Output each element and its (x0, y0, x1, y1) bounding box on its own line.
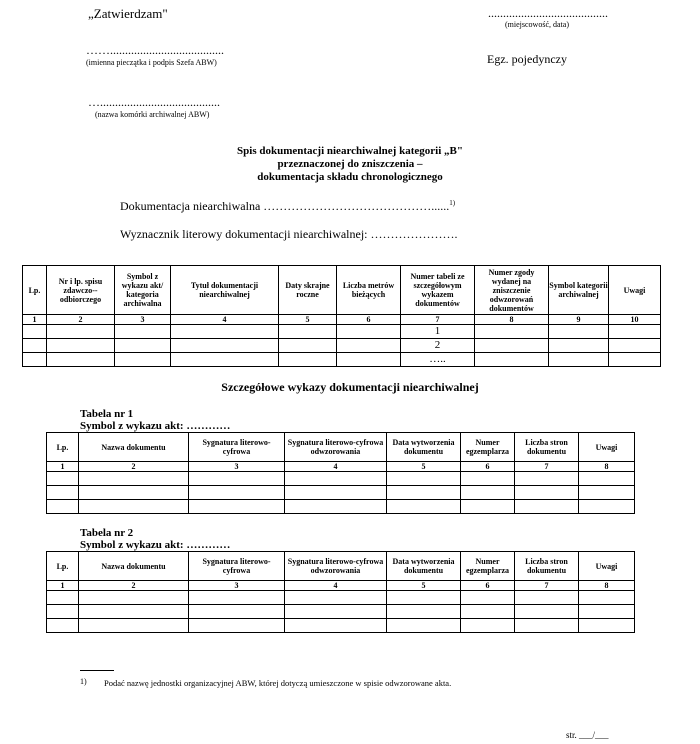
main-table (22, 265, 661, 367)
detail-header-cell: Sygnatura literowo-cyfrowa (189, 552, 285, 581)
column-number: 3 (189, 462, 285, 472)
detail-header-cell: Numer egzemplarza (461, 552, 515, 581)
detail-header-cell: Nazwa dokumentu (79, 552, 189, 581)
column-number: 7 (401, 315, 475, 325)
detail-header-cell: Data wytworzenia dokumentu (387, 552, 461, 581)
column-number: 10 (609, 315, 661, 325)
footnote-rule (80, 670, 114, 671)
place-date-line: ........................................ (488, 6, 608, 20)
column-number: 4 (171, 315, 279, 325)
table-1-caption (80, 408, 230, 432)
letter-index-field: Wyznacznik literowy dokumentacji niearchiwalnej: …………………. (120, 227, 458, 241)
table-row (23, 353, 661, 367)
column-number: 4 (285, 581, 387, 591)
column-number: 3 (189, 581, 285, 591)
column-number: 1 (47, 581, 79, 591)
copy-label: Egz. pojedynczy (487, 52, 567, 66)
stamp-line: ……...................................... (86, 43, 224, 57)
table-row (47, 605, 635, 619)
footnote-mark: 1) (80, 677, 87, 686)
detail-table-1 (46, 432, 635, 514)
column-number: 2 (79, 462, 189, 472)
table-1-title: Tabela nr 1 (80, 408, 134, 420)
documentation-field (120, 199, 455, 214)
detail-header-cell: Sygnatura literowo-cyfrowa odwzorowania (285, 552, 387, 581)
main-header-cell: Lp. (23, 266, 47, 315)
detail-header-cell: Numer egzemplarza (461, 433, 515, 462)
column-number: 8 (475, 315, 549, 325)
main-header-cell: Tytuł dokumentacji niearchiwalnej (171, 266, 279, 315)
detail-header-cell: Liczba stron dokumentu (515, 433, 579, 462)
main-header-cell: Symbol kategorii archiwalnej (549, 266, 609, 315)
table-row (47, 500, 635, 514)
main-header-cell: Numer tabeli ze szczegółowym wykazem dokumentów (401, 266, 475, 315)
title-line-3: dokumentacja składu chronologicznego (257, 171, 443, 183)
detail-header-cell: Lp. (47, 552, 79, 581)
column-number: 2 (79, 581, 189, 591)
table-2-caption (80, 527, 230, 551)
table-row (47, 472, 635, 486)
detail-header-cell: Data wytworzenia dokumentu (387, 433, 461, 462)
main-header-cell: Nr i lp. spisu zdawczo--odbiorczego (47, 266, 115, 315)
approve-label: „Zatwierdzam" (88, 6, 168, 21)
column-number: 8 (579, 462, 635, 472)
column-number: 6 (461, 581, 515, 591)
column-number: 8 (579, 581, 635, 591)
detail-header-cell: Nazwa dokumentu (79, 433, 189, 462)
footnote-text: Podać nazwę jednostki organizacyjnej ABW, której dotyczą umieszczone w spisie odwzorowane akta. (104, 678, 452, 688)
column-number: 7 (515, 581, 579, 591)
column-number: 1 (47, 462, 79, 472)
main-header-cell: Liczba metrów bieżących (337, 266, 401, 315)
column-number: 4 (285, 462, 387, 472)
table-ref-cell: 2 (401, 339, 475, 353)
table-ref-cell: ….. (401, 353, 475, 367)
main-header-cell: Symbol z wykazu akt/ kategoria archiwalna (115, 266, 171, 315)
detail-header-cell: Sygnatura literowo-cyfrowa (189, 433, 285, 462)
unit-label: (nazwa komórki archiwalnej ABW) (95, 110, 210, 119)
document-title (0, 145, 700, 184)
column-number: 2 (47, 315, 115, 325)
column-number: 6 (461, 462, 515, 472)
detail-table-2 (46, 551, 635, 633)
main-header-cell: Daty skrajne roczne (279, 266, 337, 315)
column-number: 3 (115, 315, 171, 325)
table-row (23, 339, 661, 353)
table-row (47, 591, 635, 605)
unit-line: …........................................ (88, 95, 220, 109)
column-number: 6 (337, 315, 401, 325)
table-row (47, 486, 635, 500)
page-number: str. ___/___ (566, 730, 609, 740)
table-row (23, 325, 661, 339)
column-number: 5 (279, 315, 337, 325)
main-number-row (23, 315, 661, 325)
main-header-cell: Numer zgody wydanej na zniszczenie odwzorowań dokumentów (475, 266, 549, 315)
table-2-title: Tabela nr 2 (80, 527, 134, 539)
detail-header-cell: Sygnatura literowo-cyfrowa odwzorowania (285, 433, 387, 462)
detail-number-row (47, 581, 635, 591)
stamp-label: (imienna pieczątka i podpis Szefa ABW) (86, 58, 217, 67)
main-header-cell: Uwagi (609, 266, 661, 315)
table-2-symbol: Symbol z wykazu akt: ………… (80, 539, 231, 551)
place-date-label: (miejscowość, data) (505, 20, 569, 29)
detail-number-row (47, 462, 635, 472)
detail-heading: Szczegółowe wykazy dokumentacji niearchiwalnej (221, 380, 479, 394)
table-ref-cell: 1 (401, 325, 475, 339)
table-row (47, 619, 635, 633)
column-number: 1 (23, 315, 47, 325)
detail-header-cell: Uwagi (579, 552, 635, 581)
main-header-row (23, 266, 661, 315)
column-number: 7 (515, 462, 579, 472)
detail-header-cell: Uwagi (579, 433, 635, 462)
documentation-label: Dokumentacja niearchiwalna ……………………………………...... (120, 199, 450, 213)
column-number: 5 (387, 462, 461, 472)
detail-header-row (47, 433, 635, 462)
detail-header-cell: Liczba stron dokumentu (515, 552, 579, 581)
footnote-ref: 1) (449, 199, 456, 207)
column-number: 5 (387, 581, 461, 591)
detail-header-cell: Lp. (47, 433, 79, 462)
title-line-2: przeznaczonej do zniszczenia – (277, 158, 423, 170)
column-number: 9 (549, 315, 609, 325)
title-line-1: Spis dokumentacji niearchiwalnej kategorii „B" (237, 145, 463, 157)
detail-header-row (47, 552, 635, 581)
table-1-symbol: Symbol z wykazu akt: ………… (80, 420, 231, 432)
